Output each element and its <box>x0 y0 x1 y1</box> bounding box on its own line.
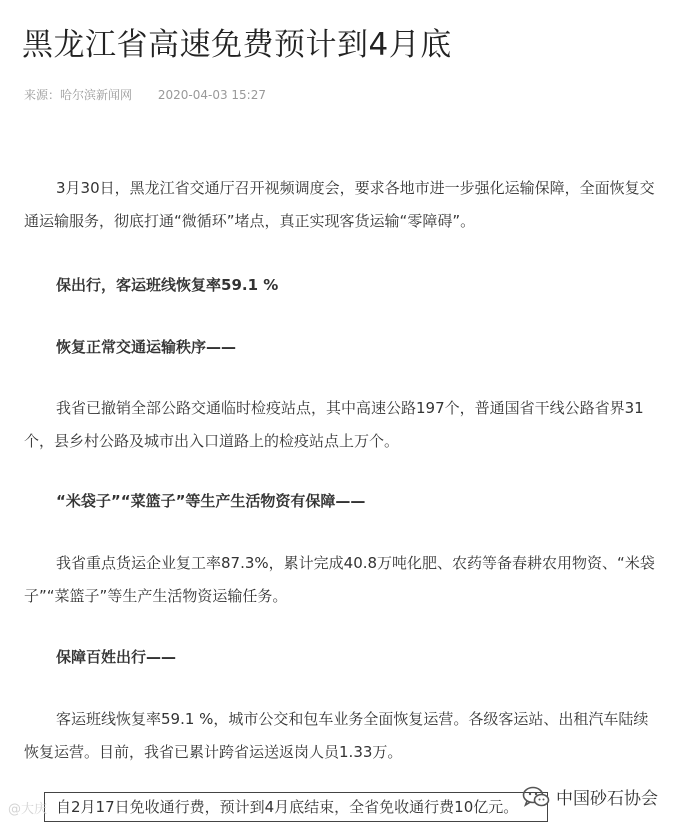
wechat-icon <box>522 786 550 808</box>
paragraph-freight: 我省重点货运企业复工率87.3%，累计完成40.8万吨化肥、农药等备春耕农用物资、“米袋子”“菜篮子”等生产生活物资运输任务。 <box>24 554 655 605</box>
paragraph-intro: 3月30日，黑龙江省交通厅召开视频调度会，要求各地市进一步强化运输保障，全面恢复交通运输服务，彻底打通“微循环”堵点，真正实现客货运输“零障碍”。 <box>24 179 655 230</box>
section-heading-travel: 保出行，客运班线恢复率59.1 % <box>56 276 279 294</box>
paragraph-checkpoints: 我省已撤销全部公路交通临时检疫站点，其中高速公路197个，普通国省干线公路省界31个，县乡村公路及城市出入口道路上的检疫站点上万个。 <box>24 399 644 450</box>
watermark-right-text: 中国砂石协会 <box>556 789 658 809</box>
paragraph-passenger: 客运班线恢复率59.1 %，城市公交和包车业务全面恢复运营。各级客运站、出租汽车陆续恢复运营。目前，我省已累计跨省运送返岗人员1.33万。 <box>24 710 649 761</box>
paragraph-toll-free: 自2月17日免收通行费，预计到4月底结束，全省免收通行费10亿元。 <box>56 798 519 816</box>
section-heading-supplies: “米袋子”“菜篮子”等生产生活物资有保障—— <box>56 492 366 510</box>
article-title: 黑龙江省高速免费预计到4月底 <box>22 26 452 63</box>
section-heading-order: 恢复正常交通运输秩序—— <box>56 338 237 356</box>
source-link[interactable]: 哈尔滨新闻网 <box>60 88 133 102</box>
section-heading-public-travel: 保障百姓出行—— <box>56 648 177 666</box>
article-meta <box>24 86 266 104</box>
watermark-right <box>522 784 658 809</box>
source-label: 来源： <box>24 88 61 102</box>
publish-date: 2020-04-03 15:27 <box>157 88 266 102</box>
watermark-left: @大庆 <box>8 802 48 817</box>
